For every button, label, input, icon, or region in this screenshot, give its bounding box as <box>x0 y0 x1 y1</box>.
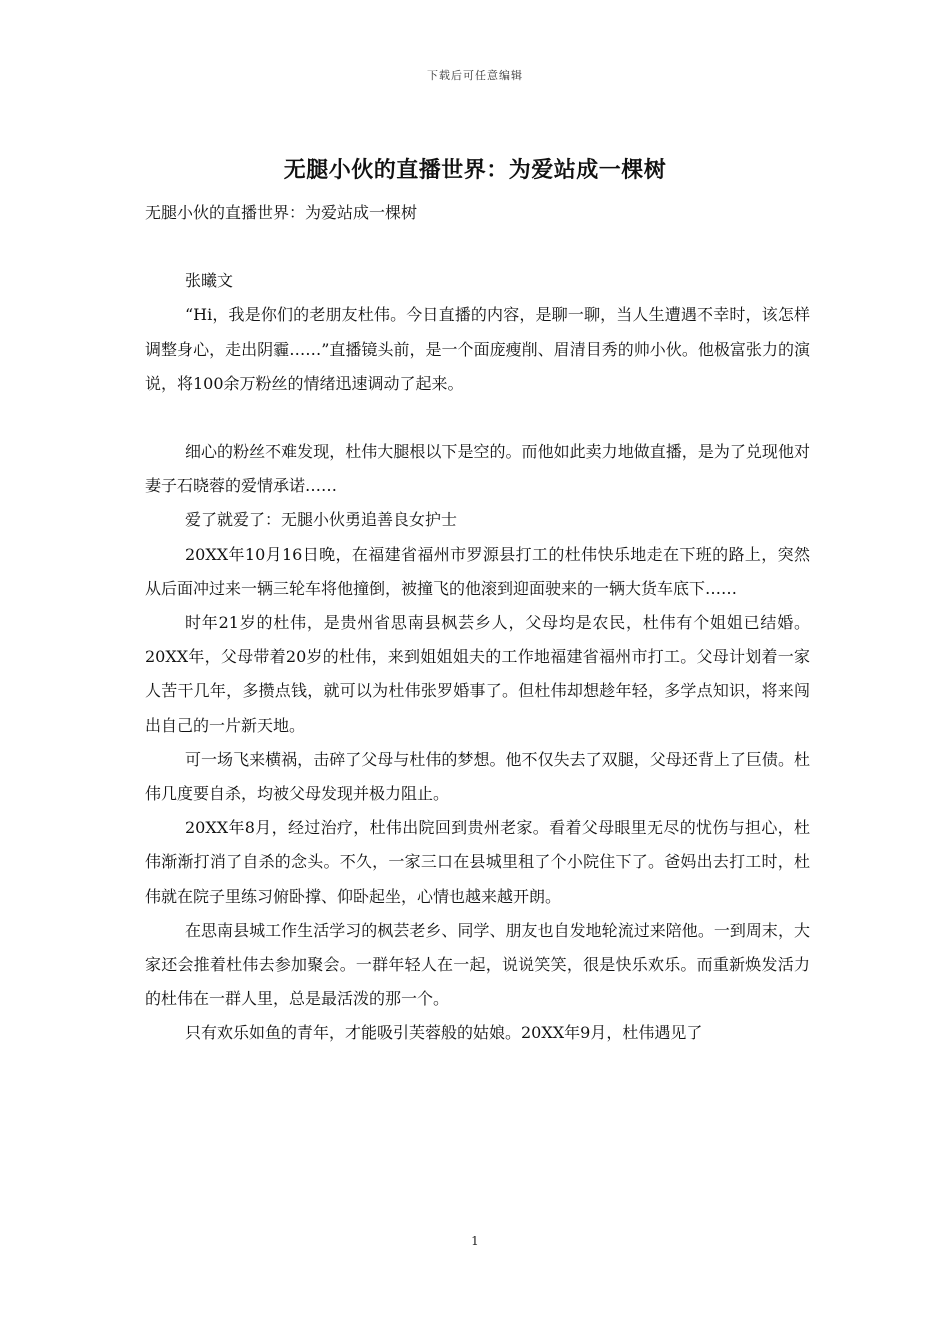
paragraph: 时年21岁的杜伟，是贵州省思南县枫芸乡人，父母均是农民，杜伟有个姐姐已结婚。20XX年，父母带着20岁的杜伟，来到姐姐姐夫的工作地福建省福州市打工。父母计划着一家人苦干几年，多攒点钱，就可以为杜伟张罗婚事了。但杜伟却想趁年轻，多学点知识，将来闯出自己的一片新天地。 <box>145 613 810 735</box>
paragraph: 在思南县城工作生活学习的枫芸老乡、同学、朋友也自发地轮流过来陪他。一到周末，大家还会推着杜伟去参加聚会。一群年轻人在一起，说说笑笑，很是快乐欢乐。而重新焕发活力的杜伟在一群人里，总是最活泼的那一个。 <box>145 920 810 1009</box>
author-line: 张曦文 <box>185 271 234 291</box>
paragraph: 可一场飞来横祸，击碎了父母与杜伟的梦想。他不仅失去了双腿，父母还背上了巨债。杜伟几度要自杀，均被父母发现并极力阻止。 <box>145 749 810 804</box>
paragraph: “Hi，我是你们的老朋友杜伟。今日直播的内容，是聊一聊，当人生遭遇不幸时，该怎样调整身心，走出阴霾……”直播镜头前，是一个面庞瘦削、眉清目秀的帅小伙。他极富张力的演说，将100余万粉丝的情绪迅速调动了起来。 <box>145 305 810 393</box>
document-subtitle: 无腿小伙的直播世界：为爱站成一棵树 <box>145 203 418 222</box>
blank-line <box>145 401 810 435</box>
section-heading: 爱了就爱了：无腿小伙勇追善良女护士 <box>185 510 458 530</box>
paragraph: 只有欢乐如鱼的青年，才能吸引芙蓉般的姑娘。20XX年9月，杜伟遇见了 <box>185 1023 703 1043</box>
page-number: 1 <box>471 1234 479 1248</box>
page-header-note: 下载后可任意编辑 <box>427 69 523 82</box>
paragraph: 20XX年10月16日晚，在福建省福州市罗源县打工的杜伟快乐地走在下班的路上，突然从后面冲过来一辆三轮车将他撞倒，被撞飞的他滚到迎面驶来的一辆大货车底下…… <box>145 544 810 598</box>
blank-line <box>145 230 810 264</box>
document-body <box>145 196 810 1051</box>
paragraph: 20XX年8月，经过治疗，杜伟出院回到贵州老家。看着父母眼里无尽的忧伤与担心，杜伟渐渐打消了自杀的念头。不久，一家三口在县城里租了个小院住下了。爸妈出去打工时，杜伟就在院子里练习俯卧撑、仰卧起坐，心情也越来越开朗。 <box>145 818 810 906</box>
paragraph: 细心的粉丝不难发现，杜伟大腿根以下是空的。而他如此卖力地做直播，是为了兑现他对妻子石晓蓉的爱情承诺…… <box>145 442 810 496</box>
document-title: 无腿小伙的直播世界：为爱站成一棵树 <box>283 157 667 183</box>
